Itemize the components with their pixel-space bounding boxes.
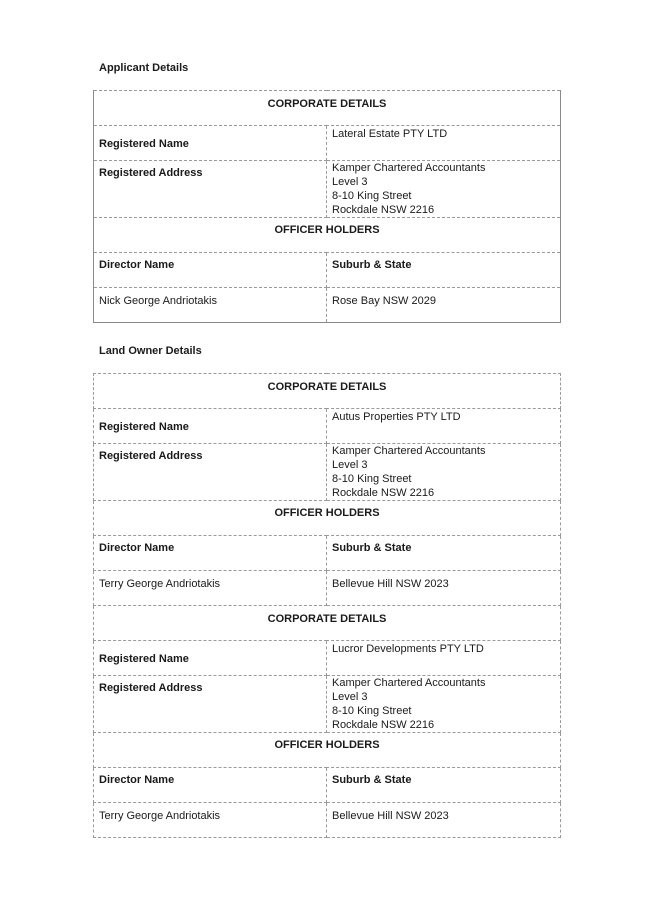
address-line: Kamper Chartered Accountants — [332, 162, 486, 174]
director-header-row — [94, 253, 561, 288]
address-line: 8-10 King Street — [332, 473, 412, 485]
address-line: Rockdale NSW 2216 — [332, 719, 435, 731]
registered-address-row — [94, 676, 561, 733]
director-name-label: Director Name — [94, 253, 327, 288]
registered-address-value — [327, 444, 561, 501]
director-suburb: Rose Bay NSW 2029 — [327, 288, 561, 323]
corporate-details-header: CORPORATE DETAILS — [94, 606, 561, 641]
registered-name-value: Lateral Estate PTY LTD — [327, 126, 561, 161]
address-line: Level 3 — [332, 176, 368, 188]
land-owner-table — [93, 373, 561, 838]
address-line: Kamper Chartered Accountants — [332, 677, 486, 689]
address-line: Rockdale NSW 2216 — [332, 487, 435, 499]
officer-holders-header: OFFICER HOLDERS — [94, 501, 561, 536]
corporate-details-header: CORPORATE DETAILS — [94, 374, 561, 409]
registered-address-label: Registered Address — [94, 444, 327, 501]
registered-address-label: Registered Address — [94, 676, 327, 733]
officer-holders-header: OFFICER HOLDERS — [94, 733, 561, 768]
registered-address-row — [94, 161, 561, 218]
officer-header-row — [94, 218, 561, 253]
registered-name-row — [94, 409, 561, 444]
officer-header-row — [94, 501, 561, 536]
officer-header-row — [94, 733, 561, 768]
director-row — [94, 803, 561, 838]
land-owner-heading: Land Owner Details — [99, 345, 202, 357]
director-name: Terry George Andriotakis — [94, 571, 327, 606]
applicant-heading: Applicant Details — [99, 62, 189, 74]
corporate-header-row — [94, 374, 561, 409]
director-name-label: Director Name — [94, 536, 327, 571]
registered-address-label: Registered Address — [94, 161, 327, 218]
registered-name-row — [94, 126, 561, 161]
registered-name-label: Registered Name — [94, 409, 327, 444]
registered-name-value: Autus Properties PTY LTD — [327, 409, 561, 444]
director-row — [94, 571, 561, 606]
director-name: Terry George Andriotakis — [94, 803, 327, 838]
address-line: Rockdale NSW 2216 — [332, 204, 435, 216]
director-suburb: Bellevue Hill NSW 2023 — [327, 571, 561, 606]
registered-name-label: Registered Name — [94, 641, 327, 676]
applicant-table — [93, 90, 561, 323]
suburb-state-label: Suburb & State — [327, 768, 561, 803]
registered-address-row — [94, 444, 561, 501]
director-row — [94, 288, 561, 323]
director-header-row — [94, 768, 561, 803]
address-line: Level 3 — [332, 691, 368, 703]
address-line: Kamper Chartered Accountants — [332, 445, 486, 457]
director-name-label: Director Name — [94, 768, 327, 803]
corporate-header-row — [94, 91, 561, 126]
registered-address-value — [327, 676, 561, 733]
address-line: 8-10 King Street — [332, 705, 412, 717]
address-line: 8-10 King Street — [332, 190, 412, 202]
corporate-header-row — [94, 606, 561, 641]
address-line: Level 3 — [332, 459, 368, 471]
officer-holders-header: OFFICER HOLDERS — [94, 218, 561, 253]
registered-address-value — [327, 161, 561, 218]
registered-name-row — [94, 641, 561, 676]
suburb-state-label: Suburb & State — [327, 536, 561, 571]
director-name: Nick George Andriotakis — [94, 288, 327, 323]
corporate-details-header: CORPORATE DETAILS — [94, 91, 561, 126]
director-header-row — [94, 536, 561, 571]
director-suburb: Bellevue Hill NSW 2023 — [327, 803, 561, 838]
registered-name-label: Registered Name — [94, 126, 327, 161]
registered-name-value: Lucror Developments PTY LTD — [327, 641, 561, 676]
suburb-state-label: Suburb & State — [327, 253, 561, 288]
